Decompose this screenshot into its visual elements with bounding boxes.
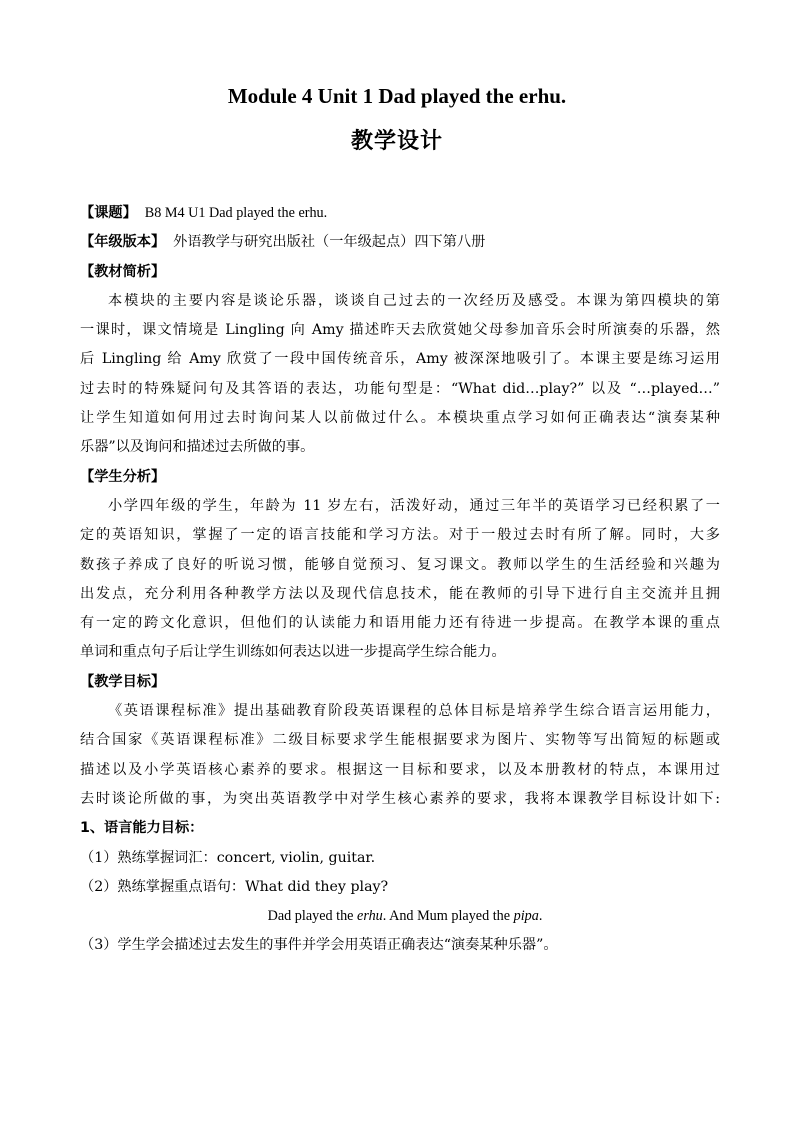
document-title: Module 4 Unit 1 Dad played the erhu. <box>227 84 567 108</box>
students-line: 单词和重点句子后让学生训练如何表达以进一步提高学生综合能力。 <box>80 644 506 661</box>
goals-line: 去时谈论所做的事，为突出英语教学中对学生核心素养的要求，我将本课教学目标设计如下: <box>80 790 720 807</box>
material-line: 乐器”以及询问和描述过去所做的事。 <box>80 439 315 456</box>
document-subtitle: 教学设计 <box>350 129 443 154</box>
topic-line <box>80 199 720 228</box>
students-line: 定的英语知识，掌握了一定的语言技能和学习方法。对于一般过去时有所了解。同时，大多 <box>80 527 720 544</box>
material-line: 一课时，课文情境是 Lingling 向 Amy 描述昨天去欣赏她父母参加音乐会时所演奏的乐器，然 <box>80 322 720 339</box>
goal-item-vocabulary: （1）熟练掌握词汇：concert, violin, guitar. <box>80 849 376 866</box>
topic-label: 【课题】 <box>80 205 137 221</box>
students-line: 数孩子养成了良好的听说习惯，能够自觉预习、复习课文。教师以学生的生活经验和兴趣为 <box>80 556 720 573</box>
students-line: 有一定的跨文化意识，但他们的认读能力和语用能力还有待进一步提高。在教学本课的重点 <box>80 615 720 632</box>
material-line: 本模块的主要内容是谈论乐器，谈谈自己过去的一次经历及感受。本课为第四模块的第 <box>108 292 720 309</box>
material-line: 让学生知道如何用过去时询问某人以前做过什么。本模块重点学习如何正确表达“演奏某种 <box>80 410 720 427</box>
topic-value: B8 M4 U1 Dad played the erhu. <box>144 205 328 221</box>
example-sentence <box>80 902 720 931</box>
students-line: 小学四年级的学生，年龄为 11 岁左右，活泼好动，通过三年半的英语学习已经积累了一 <box>108 497 720 514</box>
example-part: . <box>538 908 543 925</box>
goals-heading: 【教学目标】 <box>80 673 166 690</box>
students-heading: 【学生分析】 <box>80 468 166 485</box>
grade-line <box>80 228 720 257</box>
material-line: 过去时的特殊疑问句及其答语的表达，功能句型是：“What did…play?” 以及 “…played…” <box>80 380 720 397</box>
material-heading: 【教材简析】 <box>80 263 166 280</box>
document-body <box>80 199 720 961</box>
example-part: . And Mum played the <box>382 908 514 925</box>
goal-item-sentences: （2）熟练掌握重点语句：What did they play? <box>80 878 389 895</box>
material-line: 后 Lingling 给 Amy 欣赏了一段中国传统音乐，Amy 被深深地吸引了。本课主要是练习运用 <box>80 351 720 368</box>
example-word-erhu: erhu <box>357 908 383 925</box>
goals-line: 《英语课程标准》提出基础教育阶段英语课程的总体目标是培养学生综合语言运用能力， <box>108 703 720 720</box>
grade-value: 外语教学与研究出版社（一年级起点）四下第八册 <box>173 234 486 251</box>
goals-line: 描述以及小学英语核心素养的要求。根据这一目标和要求，以及本册教材的特点，本课用过 <box>80 761 720 778</box>
example-part: Dad played the <box>267 908 358 925</box>
grade-label: 【年级版本】 <box>80 234 166 251</box>
example-word-pipa: pipa <box>513 908 539 925</box>
goal-item-expression: （3）学生学会描述过去发生的事件并学会用英语正确表达“演奏某种乐器”。 <box>80 937 558 954</box>
goals-line: 结合国家《英语课程标准》二级目标要求学生能根据要求为图片、实物等写出简短的标题或 <box>80 732 720 749</box>
language-ability-heading: 1、语言能力目标： <box>80 820 204 837</box>
students-line: 出发点，充分利用各种教学方法以及现代信息技术，能在教师的引导下进行自主交流并且拥 <box>80 585 720 602</box>
